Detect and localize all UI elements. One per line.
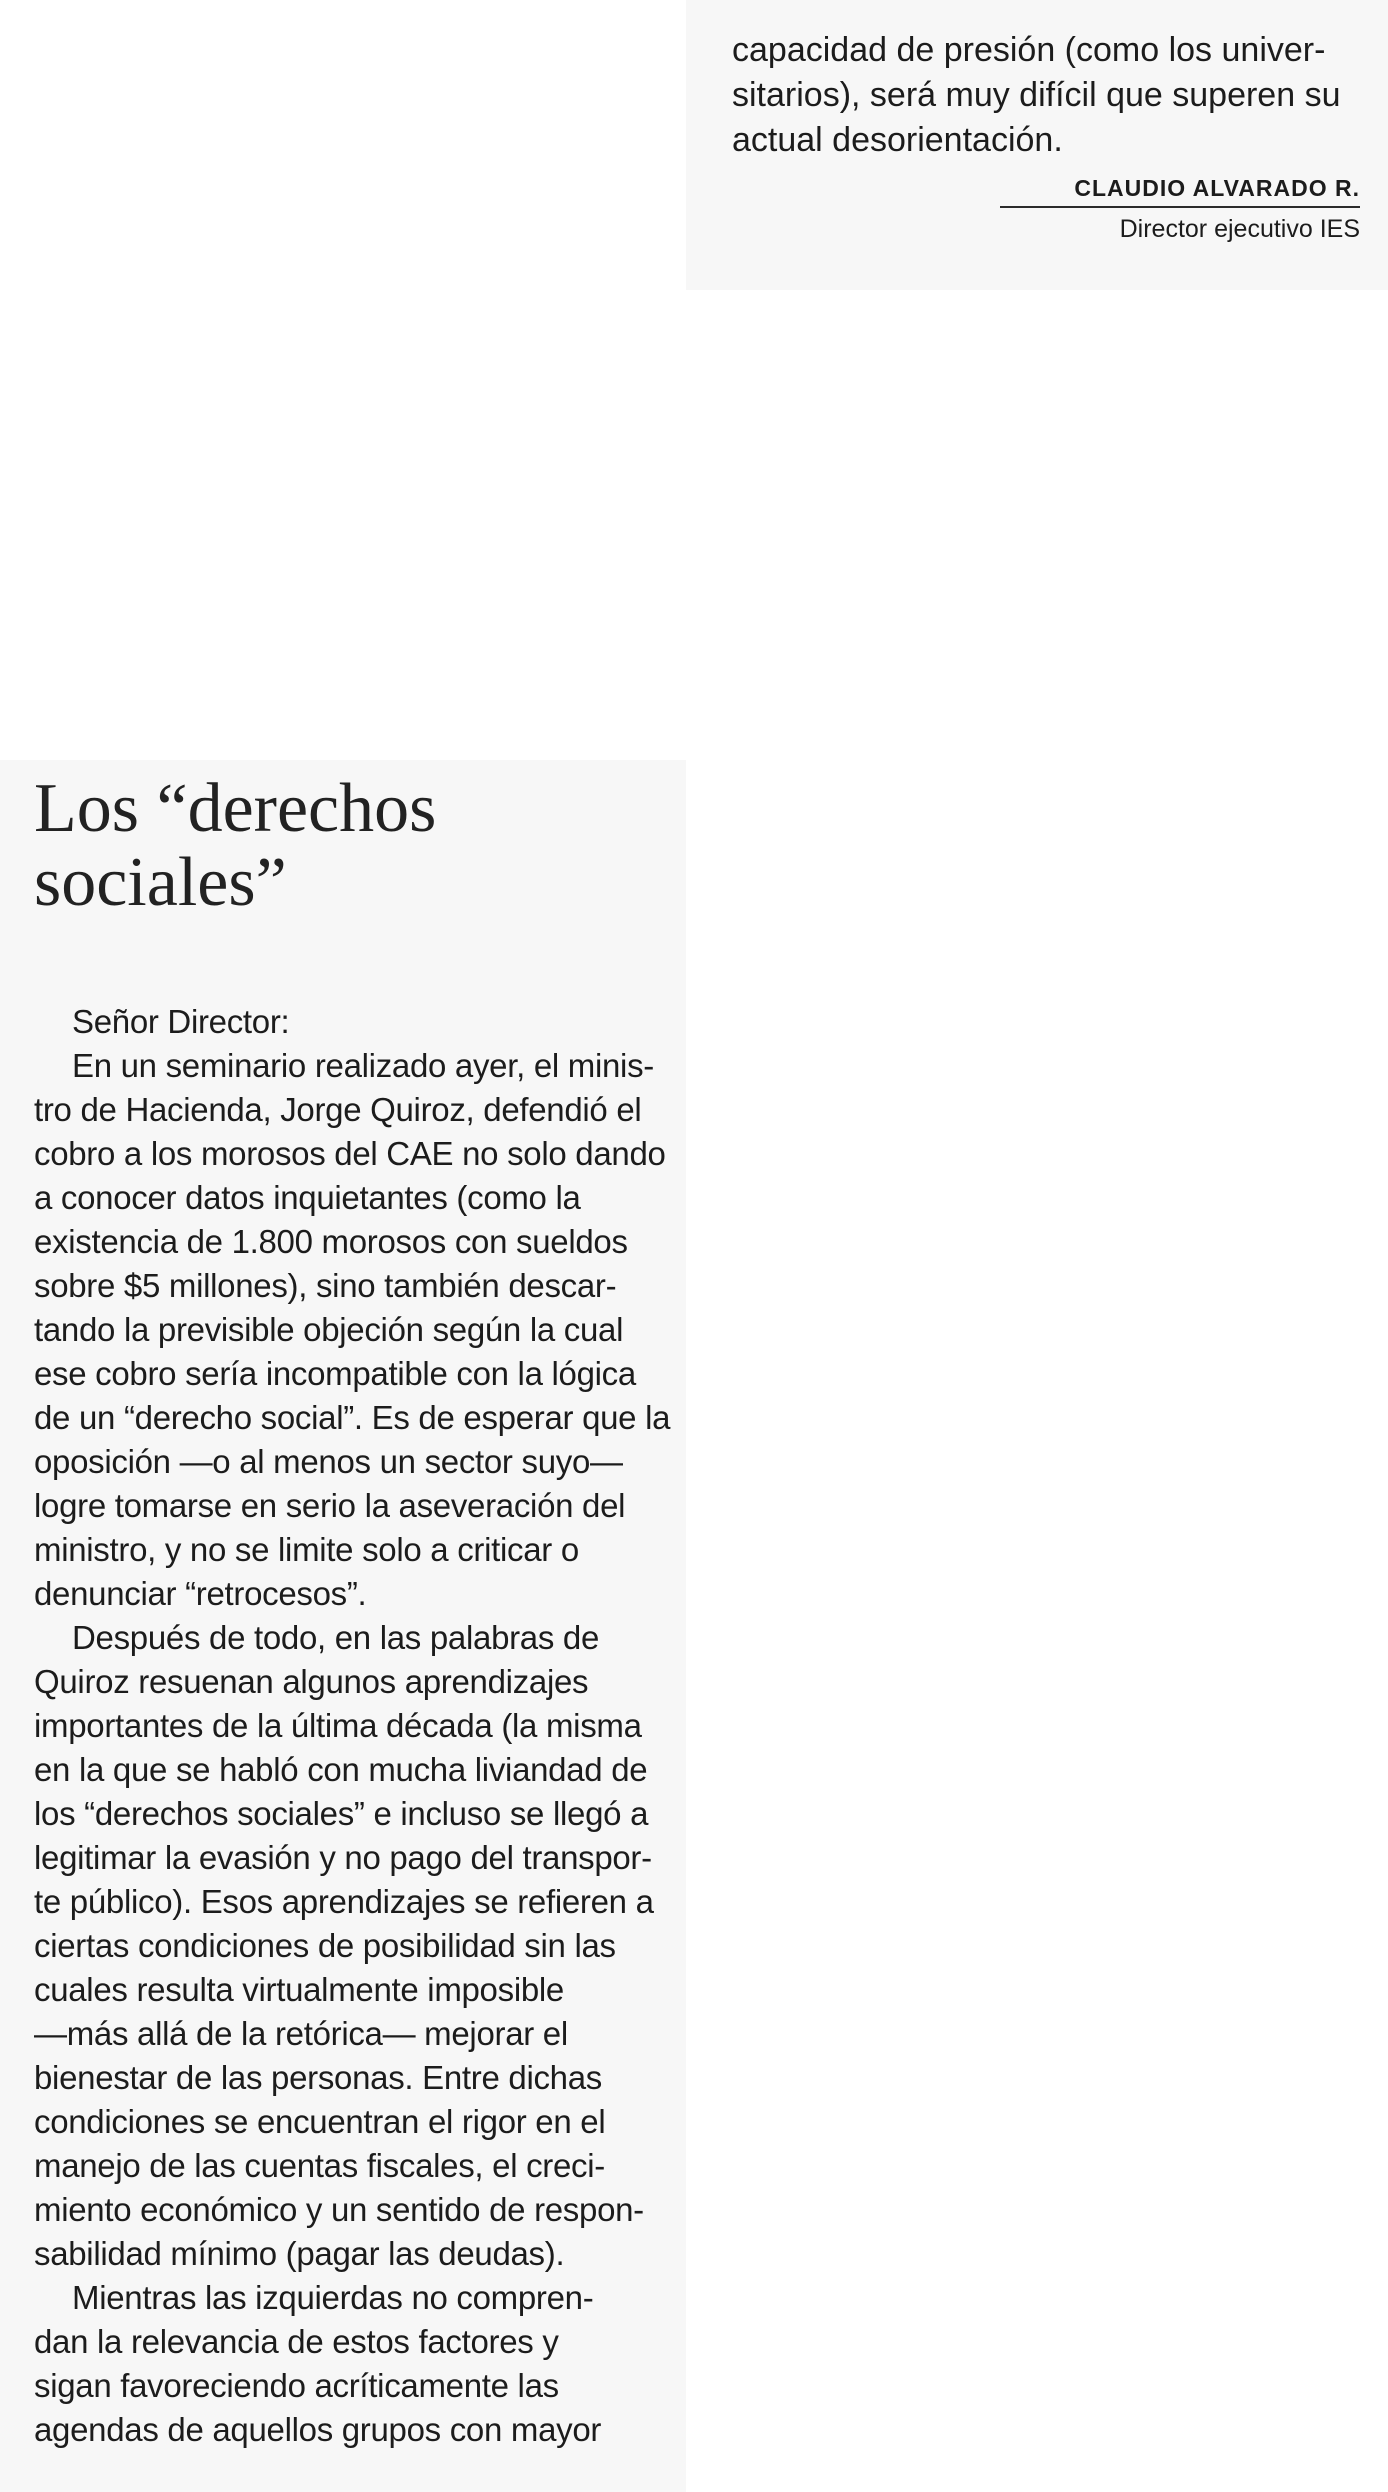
text-line: ese cobro sería incompatible con la lógica xyxy=(34,1355,636,1392)
text-line: a conocer datos inquietantes (como la xyxy=(34,1179,581,1216)
text-line: dan la relevancia de estos factores y xyxy=(34,2323,559,2360)
text-line: Después de todo, en las palabras de xyxy=(72,1619,600,1656)
text-line: existencia de 1.800 morosos con sueldos xyxy=(34,1223,628,1260)
letter-body xyxy=(34,1000,684,2452)
text-line: legitimar la evasión y no pago del transpor- xyxy=(34,1839,652,1876)
text-line: miento económico y un sentido de respon- xyxy=(34,2191,644,2228)
text-line: sitarios), será muy difícil que superen su xyxy=(732,76,1341,114)
text-line: logre tomarse en serio la aseveración del xyxy=(34,1487,626,1524)
text-line: sabilidad mínimo (pagar las deudas). xyxy=(34,2235,565,2272)
letter-title xyxy=(34,772,674,920)
text-line: te público). Esos aprendizajes se refieren a xyxy=(34,1883,654,1920)
text-line: los “derechos sociales” e incluso se llegó a xyxy=(34,1795,649,1832)
title-line: Los “derechos xyxy=(34,770,437,847)
author-role: Director ejecutivo IES xyxy=(1119,215,1360,243)
text-line: tando la previsible objeción según la cual xyxy=(34,1311,624,1348)
text-line: de un “derecho social”. Es de esperar que la xyxy=(34,1399,671,1436)
text-line: capacidad de presión (como los univer- xyxy=(732,31,1326,69)
text-line: Quiroz resuenan algunos aprendizajes xyxy=(34,1663,589,1700)
text-line: tro de Hacienda, Jorge Quiroz, defendió el xyxy=(34,1091,642,1128)
text-line: Mientras las izquierdas no compren- xyxy=(72,2279,594,2316)
text-line: sobre $5 millones), sino también descar- xyxy=(34,1267,617,1304)
text-line: ministro, y no se limite solo a criticar o xyxy=(34,1531,579,1568)
text-line: condiciones se encuentran el rigor en el xyxy=(34,2103,606,2140)
text-line: agendas de aquellos grupos con mayor xyxy=(34,2411,602,2448)
text-line: importantes de la última década (la misma xyxy=(34,1707,642,1744)
text-line: actual desorientación. xyxy=(732,121,1063,159)
text-line: manejo de las cuentas fiscales, el creci- xyxy=(34,2147,605,2184)
text-line: denunciar “retrocesos”. xyxy=(34,1575,367,1612)
text-line: bienestar de las personas. Entre dichas xyxy=(34,2059,602,2096)
title-line: sociales” xyxy=(34,844,287,921)
text-line: cobro a los morosos del CAE no solo dando xyxy=(34,1135,666,1172)
previous-letter-continuation xyxy=(732,28,1362,163)
text-line: —más allá de la retórica— mejorar el xyxy=(34,2015,568,2052)
salutation: Señor Director: xyxy=(72,1003,290,1040)
letter-header xyxy=(34,772,674,920)
text-line: cuales resulta virtualmente imposible xyxy=(34,1971,564,2008)
text-line: oposición —o al menos un sector suyo— xyxy=(34,1443,623,1480)
author-name: CLAUDIO ALVARADO R. xyxy=(1000,172,1360,208)
text-line: En un seminario realizado ayer, el minis- xyxy=(72,1047,654,1084)
text-line: ciertas condiciones de posibilidad sin las xyxy=(34,1927,616,1964)
text-line: en la que se habló con mucha liviandad de xyxy=(34,1751,648,1788)
text-line: sigan favoreciendo acríticamente las xyxy=(34,2367,559,2404)
signature-block xyxy=(1000,172,1360,248)
